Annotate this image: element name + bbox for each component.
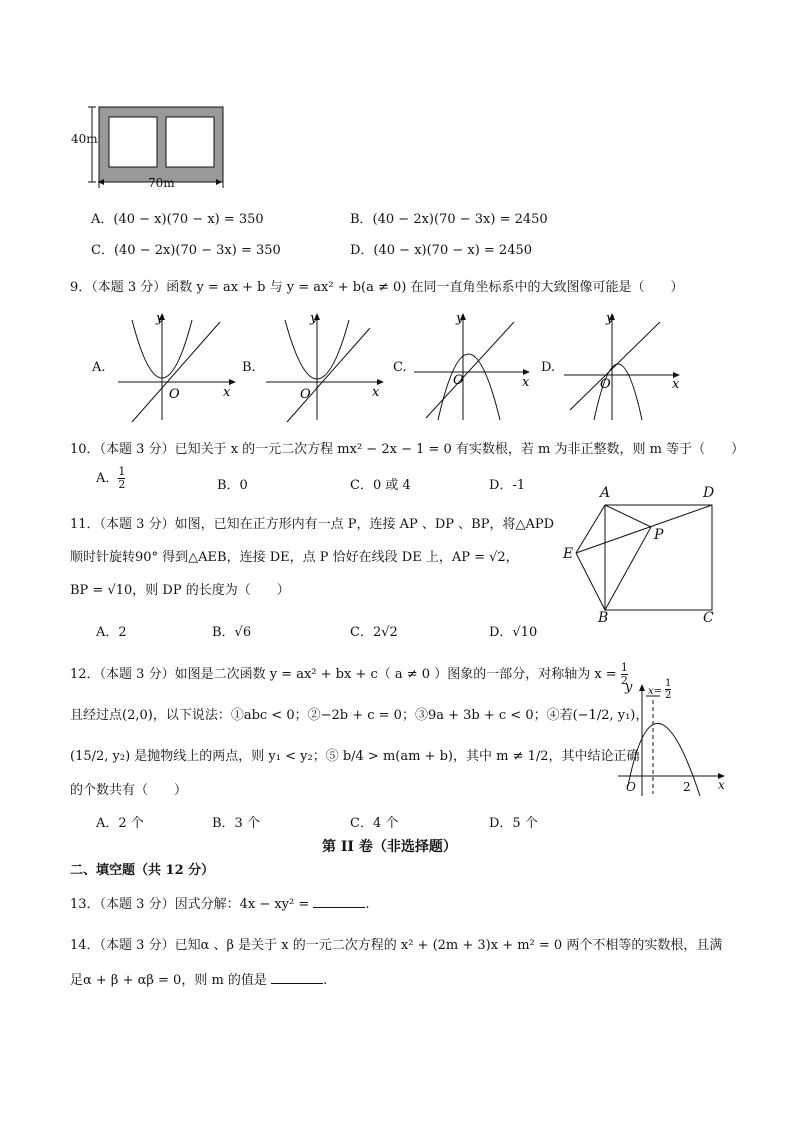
q12-option-a[interactable]: A．2 个: [96, 816, 144, 831]
q12-graph-x: x: [718, 778, 725, 792]
q11-option-d[interactable]: D．√10: [489, 625, 538, 640]
part2-title: 第 II 卷（非选择题）: [322, 839, 457, 855]
q11-point-p: P: [654, 527, 664, 543]
q11-option-c[interactable]: C．2√2: [350, 625, 398, 640]
q8-height-label: 40m: [71, 132, 98, 146]
q10-option-a-fraction: $\frac{1}{2}$: [118, 465, 126, 491]
q12-option-d[interactable]: D．5 个: [489, 816, 538, 831]
q9-stem: 9．（本题 3 分）函数 y = ax + b 与 y = ax² + b(a ≠ 0) 在同一直角坐标系中的大致图像可能是（ ）: [70, 280, 684, 295]
q12-graph-y: y: [625, 680, 633, 695]
q9-graph-c[interactable]: [410, 308, 540, 426]
q12-line3: (15/2, y₂) 是抛物线上的两点，则 y₁ < y₂；⑤ b/4 > m(am + b)，其中 m ≠ 1/2，其中结论正确: [70, 749, 640, 764]
q12-graph-two: 2: [683, 780, 691, 794]
q12-graph-axis-fraction: $\frac{1}{2}$: [665, 678, 672, 701]
q11-option-b[interactable]: B．√6: [212, 625, 252, 640]
q9-graph-b[interactable]: [262, 308, 392, 426]
svg-text:y: y: [606, 311, 614, 326]
svg-text:x: x: [672, 377, 680, 392]
svg-text:y: y: [310, 311, 318, 326]
q10-option-a-prefix: A．: [96, 471, 119, 486]
q10-option-c[interactable]: C．0 或 4: [350, 478, 411, 493]
q11-point-a: A: [600, 485, 611, 501]
q12-line1: [70, 662, 628, 687]
q11-point-e: E: [563, 546, 574, 562]
q12-line1-text: 12．（本题 3 分）如图是二次函数 y = ax² + bx + c（ a ≠ 0 ）图象的一部分，对称轴为 x =: [70, 667, 617, 682]
q11-line2: 顺时针旋转90° 得到△AEB，连接 DE，点 P 恰好在线段 DE 上，AP = √2，: [70, 550, 519, 565]
q13-answer-blank[interactable]: [313, 895, 365, 908]
q8-option-a[interactable]: A．(40 − x)(70 − x) = 350: [91, 212, 264, 227]
q8-width-label: 70m: [148, 176, 175, 190]
q12-option-b[interactable]: B．3 个: [212, 816, 260, 831]
q12-axis-fraction: $\frac{1}{2}$: [620, 661, 628, 687]
q11-line3: BP = √10，则 DP 的长度为（ ）: [70, 583, 290, 598]
q13-text: 13．（本题 3 分）因式分解：4x − xy² =: [70, 897, 310, 912]
q9-label-a[interactable]: A.: [92, 360, 106, 375]
q14-end: .: [323, 973, 328, 988]
svg-text:x: x: [522, 375, 530, 390]
q9-graph-d[interactable]: [560, 308, 690, 426]
q14-line2-text: 足α + β + αβ = 0，则 m 的值是: [70, 973, 267, 988]
q11-figure: [560, 485, 730, 630]
q12-graph-axis-label: x=: [648, 686, 663, 697]
q14-line1: 14．（本题 3 分）已知α 、β 是关于 x 的一元二次方程的 x² + (2m + 3)x + m² = 0 两个不相等的实数根，且满: [70, 938, 723, 953]
q8-option-c[interactable]: C．(40 − 2x)(70 − 3x) = 350: [91, 243, 281, 258]
q14-line2: [70, 969, 327, 988]
q9-label-d[interactable]: D.: [541, 360, 556, 375]
q11-point-c: C: [703, 610, 714, 626]
q12-line4: 的个数共有（ ）: [70, 783, 188, 798]
q12-graph-o: O: [626, 780, 636, 794]
svg-text:O: O: [453, 373, 464, 388]
q11-option-a[interactable]: A．2: [96, 625, 127, 640]
q10-option-a[interactable]: [96, 466, 125, 491]
q11-point-b: B: [598, 610, 609, 626]
svg-text:x: x: [223, 385, 231, 400]
q10-option-b[interactable]: B．0: [217, 478, 248, 493]
q10-stem: 10．（本题 3 分）已知关于 x 的一元二次方程 mx² − 2x − 1 = 0 有实数根，若 m 为非正整数，则 m 等于（ ）: [70, 442, 745, 457]
q13-line: [70, 893, 370, 912]
q11-line1: 11．（本题 3 分）如图，已知在正方形内有一点 P，连接 AP 、DP 、BP，将△APD: [70, 517, 555, 532]
svg-text:y: y: [456, 311, 464, 326]
svg-text:y: y: [156, 311, 164, 326]
svg-text:O: O: [600, 377, 611, 392]
section-fill-blank: 二、填空题（共 12 分）: [70, 863, 215, 878]
q10-option-d[interactable]: D．-1: [489, 478, 526, 493]
q9-label-b[interactable]: B.: [242, 360, 256, 375]
q8-option-b[interactable]: B．(40 − 2x)(70 − 3x) = 2450: [350, 212, 548, 227]
q12-line2: 且经过点(2,0)，以下说法：①abc < 0；②−2b + c = 0；③9a + 3b + c < 0；④若(−1/2, y₁)，: [70, 708, 649, 723]
svg-text:O: O: [169, 387, 180, 402]
q13-end: .: [365, 897, 370, 912]
q12-option-c[interactable]: C．4 个: [350, 816, 399, 831]
svg-text:x: x: [372, 385, 380, 400]
q8-option-d[interactable]: D．(40 − x)(70 − x) = 2450: [350, 243, 533, 258]
q11-point-d: D: [703, 485, 715, 501]
q9-label-c[interactable]: C.: [393, 360, 407, 375]
q9-graph-a[interactable]: [112, 308, 242, 426]
q14-answer-blank[interactable]: [271, 971, 323, 984]
svg-text:O: O: [300, 387, 311, 402]
